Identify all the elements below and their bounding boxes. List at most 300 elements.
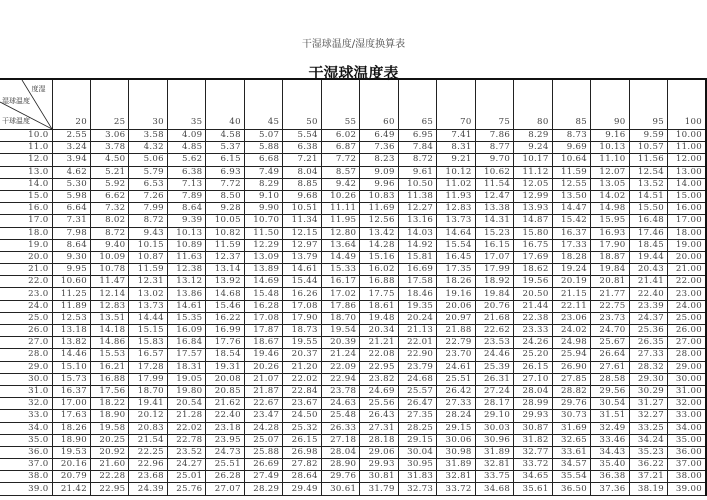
table-row: [0, 398, 706, 410]
humidity-column-header: 40: [206, 79, 244, 130]
wet-bulb-value-cell: 21.15: [552, 288, 590, 300]
wet-bulb-value-cell: 9.96: [360, 178, 398, 190]
wet-bulb-value-cell: 24.73: [206, 446, 244, 458]
wet-bulb-value-cell: 21.54: [129, 434, 167, 446]
wet-bulb-value-cell: 13.50: [552, 190, 590, 202]
wet-bulb-value-cell: 17.99: [129, 373, 167, 385]
wet-bulb-value-cell: 17.28: [129, 361, 167, 373]
wet-bulb-value-cell: 20.85: [206, 385, 244, 397]
wet-bulb-value-cell: 24.27: [167, 459, 205, 471]
wet-bulb-value-cell: 28.04: [321, 446, 359, 458]
wet-bulb-value-cell: 7.49: [244, 166, 282, 178]
wet-bulb-value-cell: 35.23: [629, 446, 667, 458]
wet-bulb-value-cell: 15.10: [52, 361, 90, 373]
wet-bulb-value-cell: 15.35: [167, 312, 205, 324]
wet-bulb-value-cell: 8.72: [129, 215, 167, 227]
wet-bulb-value-cell: 29.10: [475, 410, 513, 422]
wet-bulb-value-cell: 9.30: [52, 251, 90, 263]
wet-bulb-value-cell: 26.33: [321, 422, 359, 434]
wet-bulb-value-cell: 8.57: [321, 166, 359, 178]
wet-bulb-value-cell: 21.88: [437, 325, 475, 337]
wet-bulb-value-cell: 25.88: [244, 446, 282, 458]
wet-bulb-value-cell: 20.08: [206, 373, 244, 385]
wet-bulb-value-cell: 10.70: [244, 215, 282, 227]
wet-bulb-value-cell: 24.50: [283, 410, 321, 422]
wet-bulb-value-cell: 10.05: [206, 215, 244, 227]
wet-bulb-value-cell: 11.11: [321, 203, 359, 215]
wet-bulb-value-cell: 6.53: [129, 178, 167, 190]
wet-bulb-value-cell: 22.11: [552, 300, 590, 312]
wet-bulb-value-cell: 18.22: [90, 398, 128, 410]
wet-bulb-value-cell: 16.75: [514, 239, 552, 251]
wet-bulb-value-cell: 35.40: [591, 459, 629, 471]
wet-bulb-value-cell: 7.36: [360, 142, 398, 154]
wet-bulb-value-cell: 20.81: [591, 276, 629, 288]
wet-bulb-value-cell: 23.47: [244, 410, 282, 422]
wet-bulb-value-cell: 8.85: [283, 178, 321, 190]
wet-bulb-value-cell: 20.79: [52, 471, 90, 483]
dry-bulb-temperature-cell: 39.0: [0, 483, 52, 495]
wet-bulb-value-cell: 12.31: [129, 276, 167, 288]
wet-bulb-value-cell: 9.16: [591, 130, 629, 142]
humidity-column-header: 70: [437, 79, 475, 130]
wet-bulb-value-cell: 15.42: [552, 215, 590, 227]
wet-bulb-value-cell: 11.10: [591, 154, 629, 166]
wet-bulb-value-cell: 16.69: [398, 264, 436, 276]
table-body: [0, 130, 706, 496]
wet-bulb-value-cell: 26.64: [591, 349, 629, 361]
wet-bulb-value-cell: 17.69: [514, 251, 552, 263]
wet-bulb-value-cell: 27.31: [360, 422, 398, 434]
wet-bulb-value-cell: 18.61: [360, 300, 398, 312]
wet-bulb-value-cell: 4.58: [206, 130, 244, 142]
wet-bulb-value-cell: 5.07: [244, 130, 282, 142]
wet-bulb-value-cell: 18.45: [629, 239, 667, 251]
wet-bulb-value-cell: 24.46: [475, 349, 513, 361]
wet-bulb-value-cell: 10.64: [552, 154, 590, 166]
wet-bulb-value-cell: 7.26: [129, 190, 167, 202]
wet-bulb-value-cell: 22.40: [629, 288, 667, 300]
wet-bulb-value-cell: 27.10: [514, 373, 552, 385]
wet-bulb-value-cell: 8.31: [437, 142, 475, 154]
wet-bulb-value-cell: 27.07: [206, 483, 244, 495]
wet-bulb-value-cell: 36.22: [629, 459, 667, 471]
wet-bulb-value-cell: 17.90: [283, 312, 321, 324]
wet-bulb-value-cell: 16.88: [90, 373, 128, 385]
wet-bulb-value-cell: 23.53: [475, 337, 513, 349]
wet-bulb-value-cell: 15.81: [398, 251, 436, 263]
wet-bulb-value-cell: 21.41: [629, 276, 667, 288]
wet-bulb-value-cell: 28.29: [244, 483, 282, 495]
wet-bulb-value-cell: 15.80: [514, 227, 552, 239]
wet-bulb-value-cell: 3.78: [90, 142, 128, 154]
wet-bulb-value-cell: 9.68: [283, 190, 321, 202]
wet-bulb-value-cell: 20.34: [360, 325, 398, 337]
wet-bulb-value-cell: 24.00: [668, 300, 707, 312]
wet-bulb-value-cell: 35.61: [514, 483, 552, 495]
table-row: [0, 337, 706, 349]
wet-bulb-value-cell: 22.40: [206, 410, 244, 422]
wet-bulb-value-cell: 19.41: [129, 398, 167, 410]
wet-bulb-value-cell: 12.27: [398, 203, 436, 215]
wet-bulb-value-cell: 17.87: [244, 325, 282, 337]
wet-bulb-value-cell: 6.15: [206, 154, 244, 166]
wet-bulb-value-cell: 6.64: [52, 203, 90, 215]
humidity-column-header: 35: [167, 79, 205, 130]
wet-bulb-value-cell: 19.05: [167, 373, 205, 385]
table-row: [0, 288, 706, 300]
wet-bulb-value-cell: 14.02: [591, 190, 629, 202]
wet-bulb-value-cell: 19.35: [398, 300, 436, 312]
wet-bulb-value-cell: 14.46: [52, 349, 90, 361]
wet-bulb-value-cell: 13.02: [129, 288, 167, 300]
corner-label-wet-bulb: 湿球温度: [2, 97, 30, 105]
wet-bulb-value-cell: 17.99: [475, 264, 513, 276]
wet-bulb-value-cell: 21.62: [206, 398, 244, 410]
table-row: [0, 251, 706, 263]
wet-bulb-value-cell: 27.24: [475, 385, 513, 397]
wet-bulb-value-cell: 9.10: [244, 190, 282, 202]
wet-bulb-value-cell: 19.58: [90, 422, 128, 434]
wet-bulb-value-cell: 26.98: [283, 446, 321, 458]
wet-bulb-value-cell: 29.56: [591, 385, 629, 397]
wet-bulb-value-cell: 8.73: [552, 130, 590, 142]
dry-bulb-temperature-cell: 28.0: [0, 349, 52, 361]
wet-bulb-value-cell: 27.00: [668, 337, 707, 349]
wet-bulb-value-cell: 23.82: [360, 373, 398, 385]
wet-bulb-value-cell: 25.48: [321, 410, 359, 422]
wet-bulb-value-cell: 20.00: [668, 251, 707, 263]
wet-bulb-value-cell: 25.39: [475, 361, 513, 373]
wet-bulb-value-cell: 11.34: [283, 215, 321, 227]
table-row: [0, 349, 706, 361]
wet-bulb-value-cell: 7.89: [167, 190, 205, 202]
wet-bulb-value-cell: 20.25: [90, 434, 128, 446]
wet-bulb-value-cell: 16.02: [360, 264, 398, 276]
wet-bulb-value-cell: 23.79: [398, 361, 436, 373]
wet-bulb-value-cell: 12.83: [90, 300, 128, 312]
wet-bulb-value-cell: 12.56: [360, 215, 398, 227]
wet-bulb-value-cell: 12.38: [167, 264, 205, 276]
wet-bulb-value-cell: 8.64: [52, 239, 90, 251]
wet-bulb-value-cell: 26.31: [475, 373, 513, 385]
wet-bulb-value-cell: 34.24: [629, 434, 667, 446]
wet-bulb-value-cell: 33.25: [629, 422, 667, 434]
wet-bulb-value-cell: 10.60: [52, 276, 90, 288]
wet-bulb-value-cell: 29.49: [283, 483, 321, 495]
wet-bulb-value-cell: 28.24: [437, 410, 475, 422]
table-row: [0, 215, 706, 227]
wet-bulb-value-cell: 19.80: [167, 385, 205, 397]
wet-bulb-value-cell: 9.42: [321, 178, 359, 190]
wet-bulb-value-cell: 12.55: [552, 178, 590, 190]
wet-bulb-value-cell: 17.33: [552, 239, 590, 251]
wet-bulb-value-cell: 16.84: [167, 337, 205, 349]
wet-bulb-value-cell: 21.20: [283, 361, 321, 373]
wet-bulb-value-cell: 23.18: [206, 422, 244, 434]
wet-bulb-value-cell: 19.54: [321, 325, 359, 337]
wet-bulb-value-cell: 36.50: [552, 483, 590, 495]
wet-bulb-value-cell: 19.84: [591, 264, 629, 276]
wet-bulb-value-cell: 11.89: [52, 300, 90, 312]
wet-bulb-value-cell: 15.44: [283, 276, 321, 288]
wet-bulb-value-cell: 8.50: [206, 190, 244, 202]
wet-bulb-value-cell: 28.25: [398, 422, 436, 434]
wet-bulb-value-cell: 11.69: [360, 203, 398, 215]
wet-bulb-value-cell: 14.47: [552, 203, 590, 215]
table-row: [0, 410, 706, 422]
dry-bulb-temperature-cell: 26.0: [0, 325, 52, 337]
dry-bulb-temperature-cell: 20.0: [0, 251, 52, 263]
wet-bulb-value-cell: 24.63: [321, 398, 359, 410]
wet-bulb-value-cell: 22.67: [244, 398, 282, 410]
wet-bulb-value-cell: 31.00: [668, 385, 707, 397]
wet-bulb-value-cell: 10.57: [629, 142, 667, 154]
wet-bulb-value-cell: 19.48: [360, 312, 398, 324]
wet-bulb-value-cell: 17.46: [629, 227, 667, 239]
wet-bulb-value-cell: 10.00: [668, 130, 707, 142]
wet-bulb-value-cell: 20.39: [321, 337, 359, 349]
wet-bulb-value-cell: 10.15: [129, 239, 167, 251]
wet-bulb-value-cell: 22.75: [591, 300, 629, 312]
wet-bulb-value-cell: 9.90: [244, 203, 282, 215]
wet-bulb-value-cell: 20.26: [244, 361, 282, 373]
wet-bulb-value-cell: 7.13: [167, 178, 205, 190]
wet-bulb-value-cell: 22.84: [283, 385, 321, 397]
wet-bulb-value-cell: 19.24: [552, 264, 590, 276]
wet-bulb-value-cell: 6.49: [360, 130, 398, 142]
wet-bulb-value-cell: 27.35: [398, 410, 436, 422]
wet-bulb-value-cell: 15.16: [360, 251, 398, 263]
wet-bulb-value-cell: 14.51: [629, 190, 667, 202]
wet-bulb-value-cell: 30.54: [591, 398, 629, 410]
wet-bulb-value-cell: 17.90: [591, 239, 629, 251]
wet-bulb-value-cell: 20.43: [629, 264, 667, 276]
wet-bulb-value-cell: 13.51: [90, 312, 128, 324]
wet-bulb-value-cell: 15.00: [668, 190, 707, 202]
wet-bulb-value-cell: 24.98: [552, 337, 590, 349]
wet-bulb-value-cell: 4.85: [167, 142, 205, 154]
humidity-column-header: 55: [321, 79, 359, 130]
wet-bulb-value-cell: 20.83: [129, 422, 167, 434]
wet-bulb-value-cell: 23.78: [321, 385, 359, 397]
wet-bulb-value-cell: 16.28: [244, 300, 282, 312]
wet-bulb-value-cell: 16.48: [629, 215, 667, 227]
wet-bulb-value-cell: 3.58: [129, 130, 167, 142]
wet-bulb-value-cell: 13.73: [437, 215, 475, 227]
wet-bulb-value-cell: 11.12: [514, 166, 552, 178]
wet-bulb-value-cell: 9.69: [552, 142, 590, 154]
wet-dry-bulb-table: [0, 78, 707, 496]
header-row: [0, 79, 706, 130]
wet-bulb-value-cell: 22.90: [398, 349, 436, 361]
wet-bulb-value-cell: 36.00: [668, 446, 707, 458]
wet-bulb-value-cell: 17.75: [360, 288, 398, 300]
wet-bulb-value-cell: 14.61: [167, 300, 205, 312]
wet-bulb-value-cell: 22.78: [167, 434, 205, 446]
wet-bulb-value-cell: 27.49: [244, 471, 282, 483]
wet-bulb-value-cell: 20.97: [437, 312, 475, 324]
wet-bulb-value-cell: 15.46: [206, 300, 244, 312]
wet-bulb-value-cell: 12.54: [629, 166, 667, 178]
wet-bulb-value-cell: 8.29: [514, 130, 552, 142]
wet-bulb-value-cell: 29.00: [668, 361, 707, 373]
wet-bulb-value-cell: 17.08: [244, 312, 282, 324]
wet-bulb-value-cell: 12.53: [52, 312, 90, 324]
wet-bulb-value-cell: 11.54: [475, 178, 513, 190]
wet-bulb-value-cell: 5.98: [52, 190, 90, 202]
wet-bulb-value-cell: 30.04: [398, 446, 436, 458]
wet-bulb-value-cell: 11.95: [321, 215, 359, 227]
wet-bulb-value-cell: 12.15: [283, 227, 321, 239]
wet-bulb-value-cell: 30.61: [321, 483, 359, 495]
wet-bulb-value-cell: 17.63: [52, 410, 90, 422]
wet-bulb-value-cell: 6.95: [398, 130, 436, 142]
wet-bulb-value-cell: 26.69: [244, 459, 282, 471]
wet-bulb-value-cell: 11.56: [629, 154, 667, 166]
wet-bulb-value-cell: 7.31: [52, 215, 90, 227]
humidity-column-header: 60: [360, 79, 398, 130]
wet-bulb-value-cell: 30.81: [360, 471, 398, 483]
corner-label-dry-bulb: 干球温度: [2, 117, 30, 125]
wet-bulb-value-cell: 4.50: [90, 154, 128, 166]
wet-bulb-value-cell: 14.92: [398, 239, 436, 251]
wet-bulb-value-cell: 6.62: [90, 190, 128, 202]
wet-bulb-value-cell: 18.73: [283, 325, 321, 337]
dry-bulb-temperature-cell: 33.0: [0, 410, 52, 422]
wet-bulb-value-cell: 13.52: [629, 178, 667, 190]
wet-bulb-value-cell: 24.37: [629, 312, 667, 324]
wet-bulb-value-cell: 5.88: [244, 142, 282, 154]
wet-bulb-value-cell: 9.95: [52, 264, 90, 276]
wet-bulb-value-cell: 13.42: [360, 227, 398, 239]
table-row: [0, 190, 706, 202]
wet-bulb-value-cell: 37.36: [591, 483, 629, 495]
wet-bulb-value-cell: 5.21: [90, 166, 128, 178]
wet-bulb-value-cell: 28.00: [668, 349, 707, 361]
wet-bulb-value-cell: 12.80: [321, 227, 359, 239]
wet-bulb-value-cell: 9.09: [360, 166, 398, 178]
wet-bulb-value-cell: 7.84: [398, 142, 436, 154]
wet-bulb-value-cell: 23.68: [129, 471, 167, 483]
wet-bulb-value-cell: 20.37: [283, 349, 321, 361]
table-row: [0, 203, 706, 215]
wet-bulb-value-cell: 18.90: [52, 434, 90, 446]
wet-bulb-value-cell: 33.72: [514, 459, 552, 471]
wet-bulb-value-cell: 7.98: [52, 227, 90, 239]
wet-bulb-value-cell: 20.24: [398, 312, 436, 324]
wet-bulb-value-cell: 14.00: [668, 178, 707, 190]
wet-bulb-value-cell: 5.92: [90, 178, 128, 190]
wet-bulb-value-cell: 13.12: [167, 276, 205, 288]
corner-label-humidity: 度湿: [31, 85, 46, 93]
wet-bulb-value-cell: 22.94: [321, 373, 359, 385]
wet-bulb-value-cell: 6.02: [321, 130, 359, 142]
wet-bulb-value-cell: 31.27: [629, 398, 667, 410]
wet-bulb-value-cell: 22.02: [167, 422, 205, 434]
wet-bulb-value-cell: 30.96: [475, 434, 513, 446]
wet-bulb-value-cell: 22.62: [475, 325, 513, 337]
wet-bulb-value-cell: 20.50: [514, 288, 552, 300]
dry-bulb-temperature-cell: 31.0: [0, 385, 52, 397]
wet-bulb-value-cell: 23.95: [206, 434, 244, 446]
wet-bulb-value-cell: 9.24: [514, 142, 552, 154]
wet-bulb-value-cell: 30.87: [514, 422, 552, 434]
wet-bulb-value-cell: 3.24: [52, 142, 90, 154]
wet-bulb-value-cell: 9.28: [206, 203, 244, 215]
dry-bulb-temperature-cell: 30.0: [0, 373, 52, 385]
wet-bulb-value-cell: 13.00: [668, 166, 707, 178]
wet-bulb-value-cell: 28.64: [283, 471, 321, 483]
dry-bulb-temperature-cell: 19.0: [0, 239, 52, 251]
wet-bulb-value-cell: 27.85: [552, 373, 590, 385]
wet-bulb-value-cell: 17.00: [52, 398, 90, 410]
wet-bulb-value-cell: 19.31: [206, 361, 244, 373]
wet-bulb-value-cell: 8.23: [360, 154, 398, 166]
wet-bulb-value-cell: 23.67: [283, 398, 321, 410]
wet-bulb-value-cell: 19.46: [244, 349, 282, 361]
wet-bulb-value-cell: 24.61: [437, 361, 475, 373]
wet-bulb-value-cell: 23.33: [514, 325, 552, 337]
wet-bulb-value-cell: 18.67: [244, 337, 282, 349]
document-title: 干湿球温度/湿度换算表: [301, 39, 406, 50]
wet-bulb-value-cell: 5.62: [167, 154, 205, 166]
wet-bulb-value-cell: 14.03: [398, 227, 436, 239]
wet-bulb-value-cell: 14.49: [321, 251, 359, 263]
table-row: [0, 154, 706, 166]
wet-bulb-value-cell: 14.98: [591, 203, 629, 215]
wet-bulb-value-cell: 30.29: [629, 385, 667, 397]
dry-bulb-temperature-cell: 12.0: [0, 154, 52, 166]
wet-bulb-value-cell: 11.59: [552, 166, 590, 178]
wet-bulb-value-cell: 16.37: [52, 385, 90, 397]
wet-bulb-value-cell: 11.47: [90, 276, 128, 288]
wet-bulb-value-cell: 16.17: [321, 276, 359, 288]
wet-bulb-value-cell: 18.26: [437, 276, 475, 288]
wet-bulb-value-cell: 13.73: [129, 300, 167, 312]
wet-bulb-value-cell: 7.86: [475, 130, 513, 142]
wet-bulb-value-cell: 22.95: [360, 361, 398, 373]
wet-bulb-value-cell: 13.14: [206, 264, 244, 276]
wet-bulb-value-cell: 19.44: [629, 251, 667, 263]
wet-bulb-value-cell: 7.32: [90, 203, 128, 215]
wet-bulb-value-cell: 22.38: [514, 312, 552, 324]
wet-bulb-value-cell: 16.88: [360, 276, 398, 288]
wet-bulb-value-cell: 38.00: [668, 471, 707, 483]
wet-bulb-value-cell: 21.77: [591, 288, 629, 300]
wet-bulb-value-cell: 13.09: [244, 251, 282, 263]
wet-bulb-value-cell: 20.92: [90, 446, 128, 458]
wet-bulb-value-cell: 16.21: [90, 361, 128, 373]
table-row: [0, 130, 706, 142]
wet-bulb-value-cell: 23.39: [629, 300, 667, 312]
wet-bulb-value-cell: 21.24: [321, 349, 359, 361]
wet-bulb-value-cell: 31.89: [437, 459, 475, 471]
wet-bulb-value-cell: 7.21: [283, 154, 321, 166]
wet-bulb-value-cell: 10.17: [514, 154, 552, 166]
wet-bulb-value-cell: 22.28: [90, 471, 128, 483]
wet-bulb-value-cell: 21.07: [244, 373, 282, 385]
humidity-column-header: 65: [398, 79, 436, 130]
table-row: [0, 178, 706, 190]
wet-bulb-value-cell: 7.72: [321, 154, 359, 166]
wet-bulb-value-cell: 18.90: [90, 410, 128, 422]
wet-bulb-value-cell: 28.04: [514, 385, 552, 397]
wet-bulb-value-cell: 11.25: [52, 288, 90, 300]
wet-bulb-value-cell: 24.70: [591, 325, 629, 337]
wet-bulb-value-cell: 15.54: [437, 239, 475, 251]
table-row: [0, 264, 706, 276]
